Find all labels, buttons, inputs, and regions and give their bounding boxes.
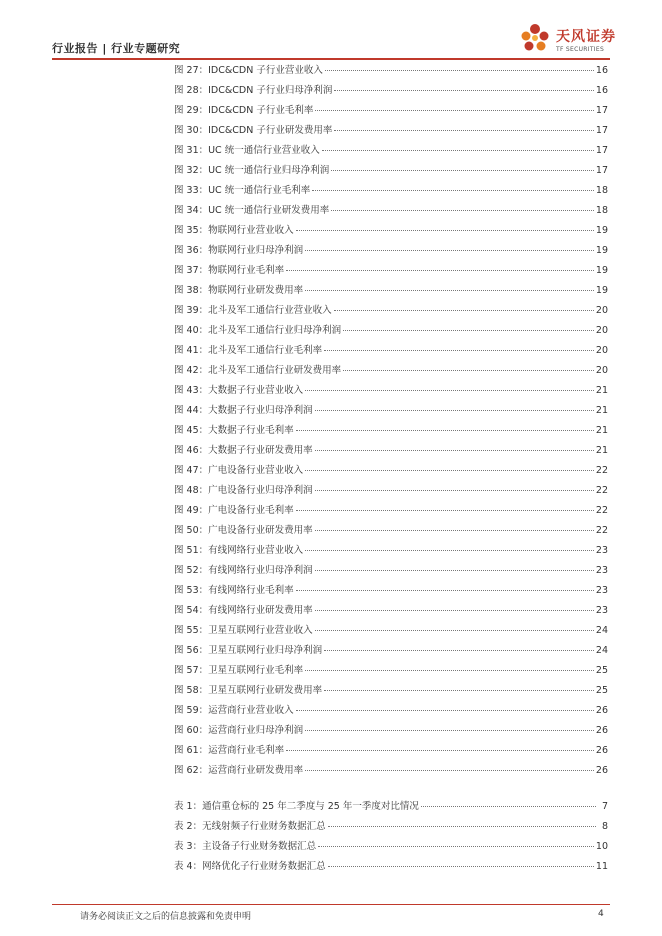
toc-entry-page: 16 <box>595 65 608 76</box>
toc-entry-label: 图 30：IDC&CDN 子行业研发费用率 <box>174 125 333 136</box>
toc-entry-label: 图 33：UC 统一通信行业毛利率 <box>174 185 311 196</box>
dot-leader <box>315 110 594 111</box>
toc-entry-label: 图 53：有线网络行业毛利率 <box>174 585 294 596</box>
dot-leader <box>305 390 594 391</box>
toc-entry-label: 图 40：北斗及军工通信行业归母净利润 <box>174 325 342 336</box>
figure-toc-entry[interactable] <box>174 242 608 262</box>
toc-entry-label: 图 51：有线网络行业营业收入 <box>174 545 304 556</box>
figure-toc-entry[interactable] <box>174 102 608 122</box>
toc-entry-page: 21 <box>595 385 608 396</box>
toc-entry-page: 20 <box>595 365 608 376</box>
toc-entry-page: 25 <box>595 665 608 676</box>
figure-index <box>174 62 608 782</box>
figure-toc-entry[interactable] <box>174 382 608 402</box>
figure-toc-entry[interactable] <box>174 82 608 102</box>
figure-toc-entry[interactable] <box>174 642 608 662</box>
dot-leader <box>315 530 594 531</box>
toc-entry-page: 22 <box>595 525 608 536</box>
toc-entry-label: 图 31：UC 统一通信行业营业收入 <box>174 145 320 156</box>
table-toc-entry[interactable] <box>174 858 608 878</box>
dot-leader <box>315 410 594 411</box>
toc-entry-page: 17 <box>595 145 608 156</box>
dot-leader <box>328 826 596 827</box>
figure-toc-entry[interactable] <box>174 202 608 222</box>
dot-leader <box>324 650 594 651</box>
figure-toc-entry[interactable] <box>174 122 608 142</box>
toc-entry-label: 图 35：物联网行业营业收入 <box>174 225 294 236</box>
toc-entry-page: 21 <box>595 445 608 456</box>
figure-toc-entry[interactable] <box>174 582 608 602</box>
figure-toc-entry[interactable] <box>174 722 608 742</box>
toc-entry-page: 22 <box>595 485 608 496</box>
figure-toc-entry[interactable] <box>174 182 608 202</box>
toc-entry-page: 19 <box>595 245 608 256</box>
dot-leader <box>315 610 594 611</box>
figure-toc-entry[interactable] <box>174 302 608 322</box>
dot-leader <box>296 710 594 711</box>
toc-entry-page: 17 <box>595 105 608 116</box>
toc-entry-label: 图 38：物联网行业研发费用率 <box>174 285 304 296</box>
toc-entry-label: 图 45：大数据子行业毛利率 <box>174 425 294 436</box>
figure-toc-entry[interactable] <box>174 482 608 502</box>
dot-leader <box>305 470 594 471</box>
toc-entry-label: 表 3：主设备子行业财务数据汇总 <box>174 841 317 852</box>
toc-entry-page: 20 <box>595 345 608 356</box>
toc-entry-label: 图 56：卫星互联网行业归母净利润 <box>174 645 323 656</box>
toc-entry-label: 图 57：卫星互联网行业毛利率 <box>174 665 304 676</box>
figure-toc-entry[interactable] <box>174 362 608 382</box>
toc-entry-page: 22 <box>595 465 608 476</box>
toc-entry-label: 图 27：IDC&CDN 子行业营业收入 <box>174 65 323 76</box>
toc-entry-page: 23 <box>595 585 608 596</box>
dot-leader <box>286 270 594 271</box>
toc-entry-label: 图 28：IDC&CDN 子行业归母净利润 <box>174 85 333 96</box>
toc-entry-label: 图 54：有线网络行业研发费用率 <box>174 605 313 616</box>
figure-toc-entry[interactable] <box>174 342 608 362</box>
dot-leader <box>331 170 594 171</box>
figure-toc-entry[interactable] <box>174 402 608 422</box>
toc-entry-label: 图 61：运营商行业毛利率 <box>174 745 285 756</box>
dot-leader <box>315 450 594 451</box>
figure-toc-entry[interactable] <box>174 742 608 762</box>
toc-entry-label: 图 39：北斗及军工通信行业营业收入 <box>174 305 332 316</box>
toc-entry-page: 22 <box>595 505 608 516</box>
figure-toc-entry[interactable] <box>174 622 608 642</box>
dot-leader <box>305 550 594 551</box>
table-toc-entry[interactable] <box>174 838 608 858</box>
toc-entry-label: 图 32：UC 统一通信行业归母净利润 <box>174 165 330 176</box>
dot-leader <box>286 750 594 751</box>
toc-entry-page: 8 <box>601 821 608 832</box>
dot-leader <box>324 350 594 351</box>
figure-toc-entry[interactable] <box>174 462 608 482</box>
toc-entry-page: 26 <box>595 765 608 776</box>
figure-toc-entry[interactable] <box>174 682 608 702</box>
toc-entry-page: 26 <box>595 745 608 756</box>
figure-toc-entry[interactable] <box>174 142 608 162</box>
dot-leader <box>334 310 594 311</box>
figure-toc-entry[interactable] <box>174 762 608 782</box>
toc-entry-page: 16 <box>595 85 608 96</box>
toc-entry-label: 图 29：IDC&CDN 子行业毛利率 <box>174 105 314 116</box>
toc-entry-page: 19 <box>595 285 608 296</box>
figure-toc-entry[interactable] <box>174 562 608 582</box>
toc-entry-label: 图 41：北斗及军工通信行业毛利率 <box>174 345 323 356</box>
toc-entry-page: 18 <box>595 205 608 216</box>
toc-entry-label: 表 4：网络优化子行业财务数据汇总 <box>174 861 326 872</box>
toc-entry-page: 23 <box>595 565 608 576</box>
toc-entry-label: 图 46：大数据子行业研发费用率 <box>174 445 313 456</box>
toc-entry-page: 24 <box>595 625 608 636</box>
toc-entry-page: 21 <box>595 425 608 436</box>
toc-entry-label: 图 42：北斗及军工通信行业研发费用率 <box>174 365 342 376</box>
figure-toc-entry[interactable] <box>174 502 608 522</box>
toc-entry-page: 21 <box>595 405 608 416</box>
figure-toc-entry[interactable] <box>174 542 608 562</box>
toc-entry-label: 图 48：广电设备行业归母净利润 <box>174 485 313 496</box>
header-divider <box>52 58 610 60</box>
toc-entry-page: 23 <box>595 605 608 616</box>
dot-leader <box>421 806 596 807</box>
dot-leader <box>305 250 594 251</box>
dot-leader <box>315 570 594 571</box>
dot-leader <box>296 430 594 431</box>
dot-leader <box>322 150 594 151</box>
figure-toc-entry[interactable] <box>174 522 608 542</box>
dot-leader <box>305 290 594 291</box>
dot-leader <box>312 190 594 191</box>
toc-entry-label: 图 58：卫星互联网行业研发费用率 <box>174 685 323 696</box>
toc-entry-label: 图 59：运营商行业营业收入 <box>174 705 294 716</box>
figure-toc-entry[interactable] <box>174 602 608 622</box>
table-index <box>174 798 608 878</box>
dot-leader <box>305 730 594 731</box>
toc-entry-page: 20 <box>595 325 608 336</box>
dot-leader <box>343 370 594 371</box>
figure-toc-entry[interactable] <box>174 282 608 302</box>
toc-entry-label: 图 37：物联网行业毛利率 <box>174 265 285 276</box>
toc-entry-label: 图 50：广电设备行业研发费用率 <box>174 525 313 536</box>
toc-entry-page: 11 <box>595 861 608 872</box>
toc-entry-page: 10 <box>595 841 608 852</box>
toc-entry-label: 表 1：通信重仓标的 25 年二季度与 25 年一季度对比情况 <box>174 801 419 812</box>
dot-leader <box>296 510 594 511</box>
dot-leader <box>296 590 594 591</box>
toc-entry-page: 24 <box>595 645 608 656</box>
toc-entry-label: 图 62：运营商行业研发费用率 <box>174 765 304 776</box>
figure-toc-entry[interactable] <box>174 262 608 282</box>
toc-entry-page: 26 <box>595 725 608 736</box>
dot-leader <box>324 690 594 691</box>
toc-entry-page: 17 <box>595 125 608 136</box>
dot-leader <box>318 846 594 847</box>
dot-leader <box>328 866 594 867</box>
toc-entry-label: 图 49：广电设备行业毛利率 <box>174 505 294 516</box>
dot-leader <box>305 670 594 671</box>
brand-name-en: TF SECURITIES <box>556 46 605 53</box>
flower-logo-icon <box>518 22 552 56</box>
table-toc-entry[interactable] <box>174 818 608 838</box>
brand-logo <box>518 22 618 56</box>
toc-entry-page: 18 <box>595 185 608 196</box>
dot-leader <box>331 210 594 211</box>
toc-entry-page: 19 <box>595 265 608 276</box>
figure-toc-entry[interactable] <box>174 662 608 682</box>
figure-toc-entry[interactable] <box>174 62 608 82</box>
dot-leader <box>315 630 594 631</box>
toc-entry-page: 7 <box>601 801 608 812</box>
toc-entry-page: 19 <box>595 225 608 236</box>
dot-leader <box>315 490 594 491</box>
report-category: 行业报告 | 行业专题研究 <box>52 42 181 55</box>
dot-leader <box>343 330 594 331</box>
dot-leader <box>334 130 594 131</box>
table-toc-entry[interactable] <box>174 798 608 818</box>
toc-entry-page: 20 <box>595 305 608 316</box>
page-number: 4 <box>598 909 604 919</box>
figure-toc-entry[interactable] <box>174 702 608 722</box>
figure-toc-entry[interactable] <box>174 322 608 342</box>
toc-entry-page: 17 <box>595 165 608 176</box>
dot-leader <box>305 770 594 771</box>
dot-leader <box>325 70 594 71</box>
toc-entry-label: 图 44：大数据子行业归母净利润 <box>174 405 313 416</box>
toc-entry-page: 25 <box>595 685 608 696</box>
brand-name: 天风证券 <box>556 29 616 45</box>
toc-entry-label: 图 60：运营商行业归母净利润 <box>174 725 304 736</box>
footer-divider <box>52 904 610 905</box>
toc-entry-page: 26 <box>595 705 608 716</box>
figure-toc-entry[interactable] <box>174 442 608 462</box>
toc-entry-label: 图 55：卫星互联网行业营业收入 <box>174 625 313 636</box>
figure-toc-entry[interactable] <box>174 162 608 182</box>
figure-toc-entry[interactable] <box>174 422 608 442</box>
toc-entry-label: 图 36：物联网行业归母净利润 <box>174 245 304 256</box>
disclaimer-text: 请务必阅读正文之后的信息披露和免责申明 <box>80 912 252 922</box>
toc-entry-label: 图 47：广电设备行业营业收入 <box>174 465 304 476</box>
dot-leader <box>334 90 594 91</box>
toc-entry-label: 图 43：大数据子行业营业收入 <box>174 385 304 396</box>
toc-entry-label: 图 52：有线网络行业归母净利润 <box>174 565 313 576</box>
toc-entry-label: 表 2：无线射频子行业财务数据汇总 <box>174 821 326 832</box>
toc-entry-page: 23 <box>595 545 608 556</box>
toc-entry-label: 图 34：UC 统一通信行业研发费用率 <box>174 205 330 216</box>
figure-toc-entry[interactable] <box>174 222 608 242</box>
dot-leader <box>296 230 594 231</box>
